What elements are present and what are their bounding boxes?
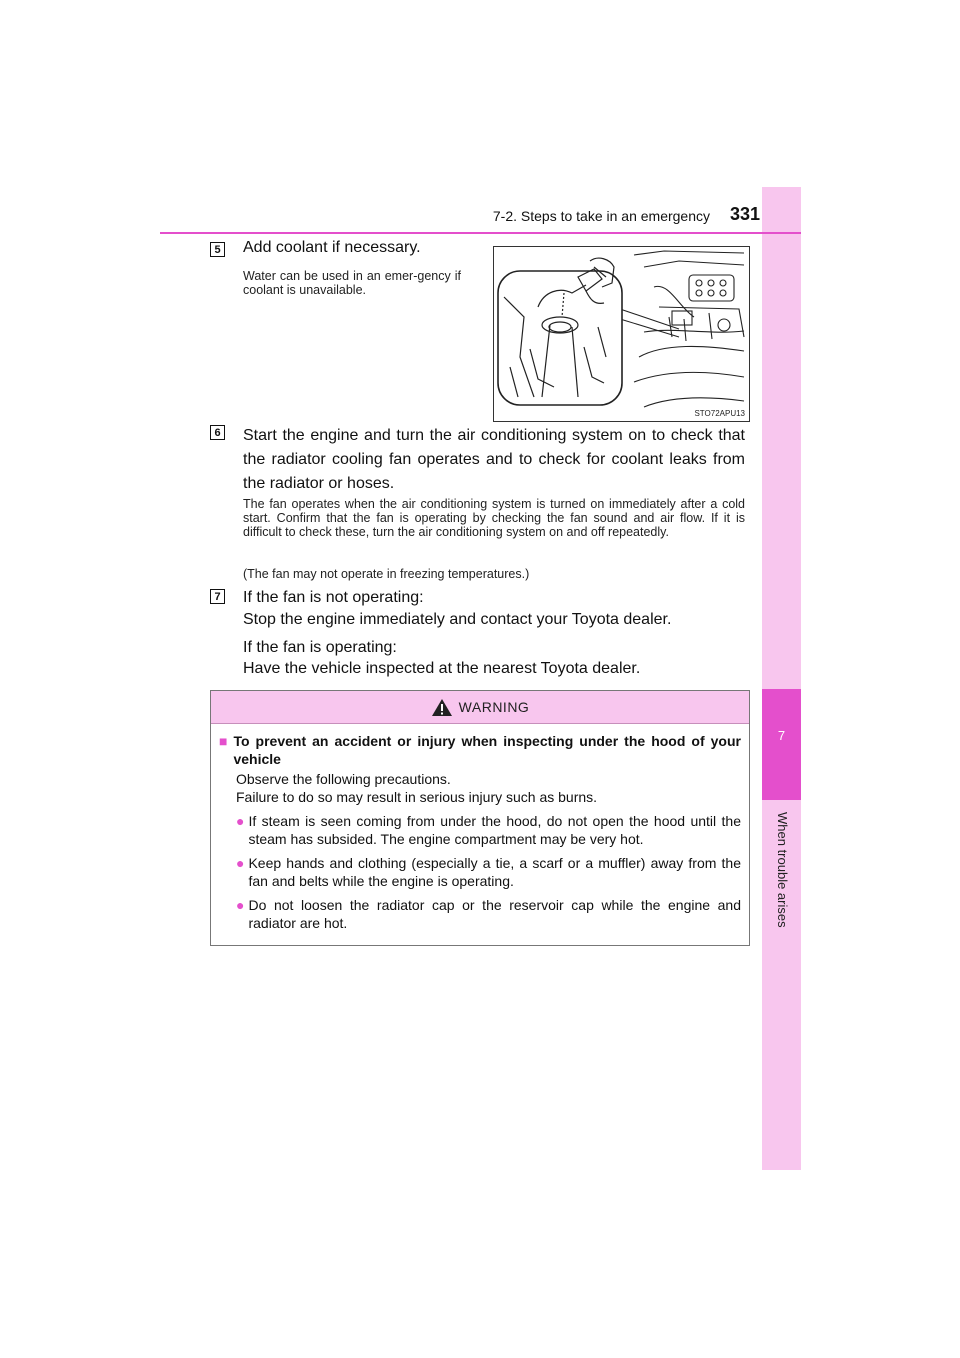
step-7-not-operating-label: If the fan is not operating: (243, 589, 424, 606)
step-7-not-operating-action: Stop the engine immediately and contact your Toyota dealer. (243, 611, 672, 628)
step-7-operating-action: Have the vehicle inspected at the nearest Toyota dealer. (243, 660, 641, 677)
chapter-number: 7 (777, 728, 786, 743)
circle-bullet-icon: ● (236, 897, 245, 913)
step-6-note-freezing: (The fan may not operate in freezing temperatures.) (243, 567, 530, 581)
step-6-note: The fan operates when the air conditioning system is turned on immediately after a cold start. Confirm that the fan is operating by checking the fan sound and air flow. If it is difficult to check these, turn the air conditioning system on and off repeatedly. (243, 497, 745, 539)
warning-heading-text: To prevent an accident or injury when inspecting under the hood of your vehicle (233, 733, 741, 767)
chapter-title: When trouble arises (775, 812, 790, 928)
chapter-side-tab (762, 187, 801, 1170)
section-title: 7-2. Steps to take in an emergency (492, 208, 710, 224)
warning-bullet (236, 896, 741, 932)
coolant-pour-illustration (494, 247, 749, 421)
header-rule (160, 232, 801, 234)
step-5-title: Add coolant if necessary. (243, 239, 421, 256)
step-6-title: Start the engine and turn the air conditioning system on to check that the radiator cooling fan operates and to check for coolant leaks from the radiator or hoses. (243, 427, 745, 492)
warning-bullet (236, 854, 741, 890)
circle-bullet-icon: ● (236, 855, 245, 871)
step-number-7: 7 (210, 589, 225, 604)
warning-intro-1: Observe the following precautions. (236, 771, 451, 787)
warning-header (211, 691, 749, 724)
warning-intro-2: Failure to do so may result in serious injury such as burns. (236, 789, 598, 805)
warning-bullet-text: Do not loosen the radiator cap or the reservoir cap while the engine and radiator are hot. (248, 897, 741, 931)
warning-bullet-text: Keep hands and clothing (especially a tie, a scarf or a muffler) away from the fan and belts while the engine is operating. (248, 855, 741, 889)
warning-bullet-text: If steam is seen coming from under the hood, do not open the hood until the steam has subsided. The engine compartment may be very hot. (248, 813, 741, 847)
figure-code: STO72APU13 (694, 409, 745, 418)
coolant-illustration (493, 246, 750, 422)
warning-heading (219, 732, 741, 768)
chapter-number-tab (762, 689, 801, 800)
warning-body (211, 724, 749, 932)
step-5-note: Water can be used in an emer-gency if coolant is unavailable. (243, 269, 461, 297)
square-bullet-icon: ■ (219, 733, 228, 749)
step-7-operating-label: If the fan is operating: (243, 639, 397, 656)
circle-bullet-icon: ● (236, 813, 245, 829)
warning-bullet (236, 812, 741, 848)
warning-title: WARNING (458, 699, 530, 715)
step-number-6: 6 (210, 425, 225, 440)
step-number-5: 5 (210, 242, 225, 257)
warning-box (210, 690, 750, 946)
warning-triangle-icon (431, 698, 453, 717)
page-number: 331 (729, 204, 760, 224)
